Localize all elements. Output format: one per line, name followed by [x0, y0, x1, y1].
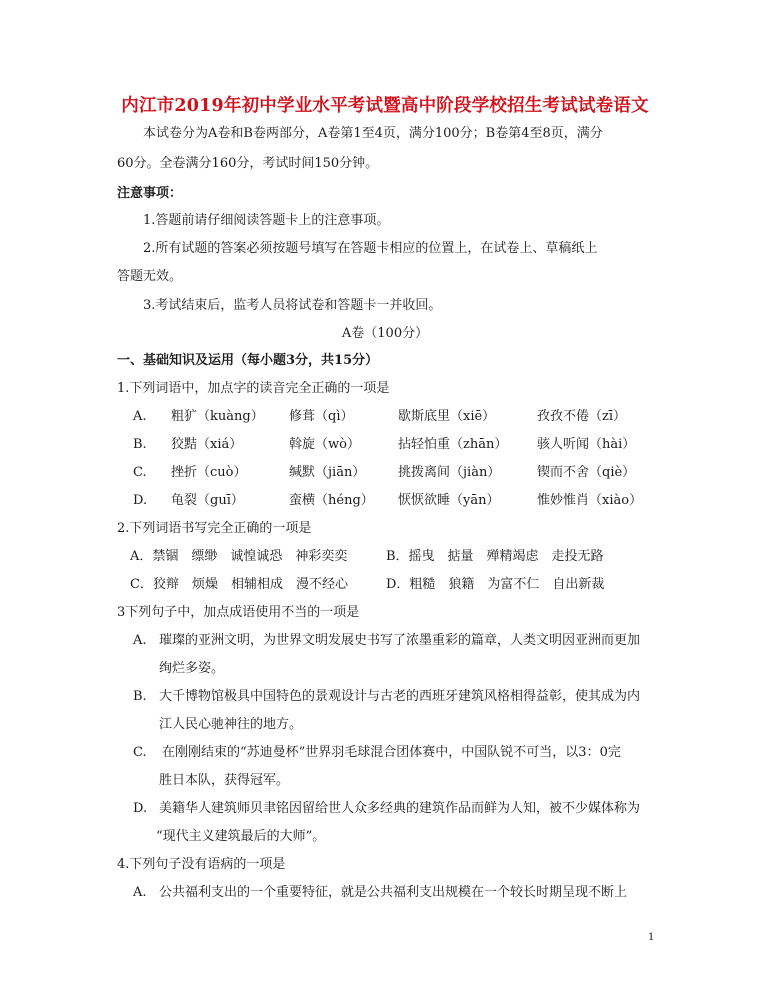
q1-option-label: D.: [133, 493, 148, 508]
q3-option-text: “现代主义建筑最后的大师”。: [156, 829, 326, 844]
q2-option: C．狡辩 烦燥 相辅相成 漫不经心: [130, 577, 348, 592]
section-a-heading: A卷（100分）: [341, 326, 429, 341]
q3-option-label: B.: [133, 689, 147, 704]
q3-option-text: 绚烂多姿。: [159, 661, 225, 676]
q3-option-label: A.: [133, 633, 147, 648]
q1-option-c: [0, 464, 770, 482]
q3-stem: 3下列句子中，加点成语使用不当的一项是: [117, 605, 360, 620]
page-number: 1: [648, 932, 655, 943]
q1-word: 粗犷（kuàng）: [171, 409, 264, 424]
q2-row-1: [0, 548, 770, 566]
q1-word: 狡黠（xiá）: [171, 437, 243, 452]
q1-word: 骇人听闻（hài）: [537, 437, 636, 452]
q1-option-label: A.: [133, 409, 147, 424]
q1-word: 修葺（qì）: [289, 409, 354, 424]
notice-heading: 注意事项：: [117, 186, 183, 201]
q2-option: B．摇曳 掂量 殚精竭虑 走投无路: [386, 549, 604, 564]
q1-word: 歇斯底里（xiē）: [398, 409, 496, 424]
q3-option-text: 在刚刚结束的“苏迪曼杯”世界羽毛球混合团体赛中，中国队锐不可当，以3：0完: [162, 745, 621, 760]
intro-line-1: 本试卷分为A卷和B卷两部分，A卷第1至4页，满分100分；B卷第4至8页，满分: [143, 126, 603, 141]
q3-option-text: 美籍华人建筑师贝聿铭因留给世人众多经典的建筑作品而鲜为人知，被不少媒体称为: [159, 801, 641, 816]
q2-option: A．禁锢 缥缈 诚惶诚恐 神彩奕奕: [130, 549, 348, 564]
q1-word: 惟妙惟肖（xiào）: [537, 493, 643, 508]
q1-word: 锲而不舍（qiè）: [537, 465, 636, 480]
q4-option-text: 公共福利支出的一个重要特征，就是公共福利支出规模在一个较长时期呈现不断上: [159, 885, 628, 900]
q1-stem: 1.下列词语中，加点字的读音完全正确的一项是: [117, 381, 390, 396]
notice-3: 3.考试结束后，监考人员将试卷和答题卡一并收回。: [143, 298, 442, 313]
notice-2-cont: 答题无效。: [117, 269, 183, 284]
q2-row-2: [0, 576, 770, 594]
q1-option-d: [0, 492, 770, 510]
q3-option-label: D.: [133, 801, 148, 816]
q1-word: 孜孜不倦（zī）: [537, 409, 627, 424]
q2-option: D．粗糙 狼籍 为富不仁 自出新裁: [386, 577, 605, 592]
q1-word: 蛮横（héng）: [289, 493, 374, 508]
q1-word: 挑拨离间（jiàn）: [398, 465, 501, 480]
q3-option-label: C.: [133, 745, 147, 760]
q4-option-label: A.: [133, 885, 147, 900]
q1-word: 挫折（cuò）: [171, 465, 247, 480]
q3-option-text: 大千博物馆极具中国特色的景观设计与古老的西班牙建筑风格相得益彰，使其成为内: [159, 689, 641, 704]
notice-1: 1.答题前请仔细阅读答题卡上的注意事项。: [143, 213, 390, 228]
exam-title: 内江市2019年初中学业水平考试暨高中阶段学校招生考试试卷语文: [121, 96, 649, 116]
q3-option-text: 江人民心驰神往的地方。: [159, 717, 303, 732]
q1-option-a: [0, 408, 770, 426]
q1-option-label: C.: [133, 465, 147, 480]
q1-word: 恹恹欲睡（yān）: [398, 493, 500, 508]
notice-2: 2.所有试题的答案必须按题号填写在答题卡相应的位置上，在试卷上、草稿纸上: [143, 241, 598, 256]
q1-word: 缄默（jiān）: [289, 465, 366, 480]
q4-stem: 4.下列句子没有语病的一项是: [117, 857, 286, 872]
q1-word: 龟裂（guī）: [171, 493, 244, 508]
q1-option-label: B.: [133, 437, 147, 452]
part-one-heading: 一、基础知识及运用（每小题3分，共15分）: [117, 353, 379, 368]
intro-line-2: 60分。全卷满分160分，考试时间150分钟。: [117, 156, 379, 171]
q1-word: 斡旋（wò）: [289, 437, 360, 452]
q2-stem: 2.下列词语书写完全正确的一项是: [117, 521, 312, 536]
q1-word: 拈轻怕重（zhān）: [398, 437, 508, 452]
q3-option-text: 胜日本队，获得冠军。: [159, 773, 290, 788]
q3-option-text: 璀璨的亚洲文明，为世界文明发展史书写了浓墨重彩的篇章，人类文明因亚洲而更加: [159, 633, 641, 648]
q1-option-b: [0, 436, 770, 454]
